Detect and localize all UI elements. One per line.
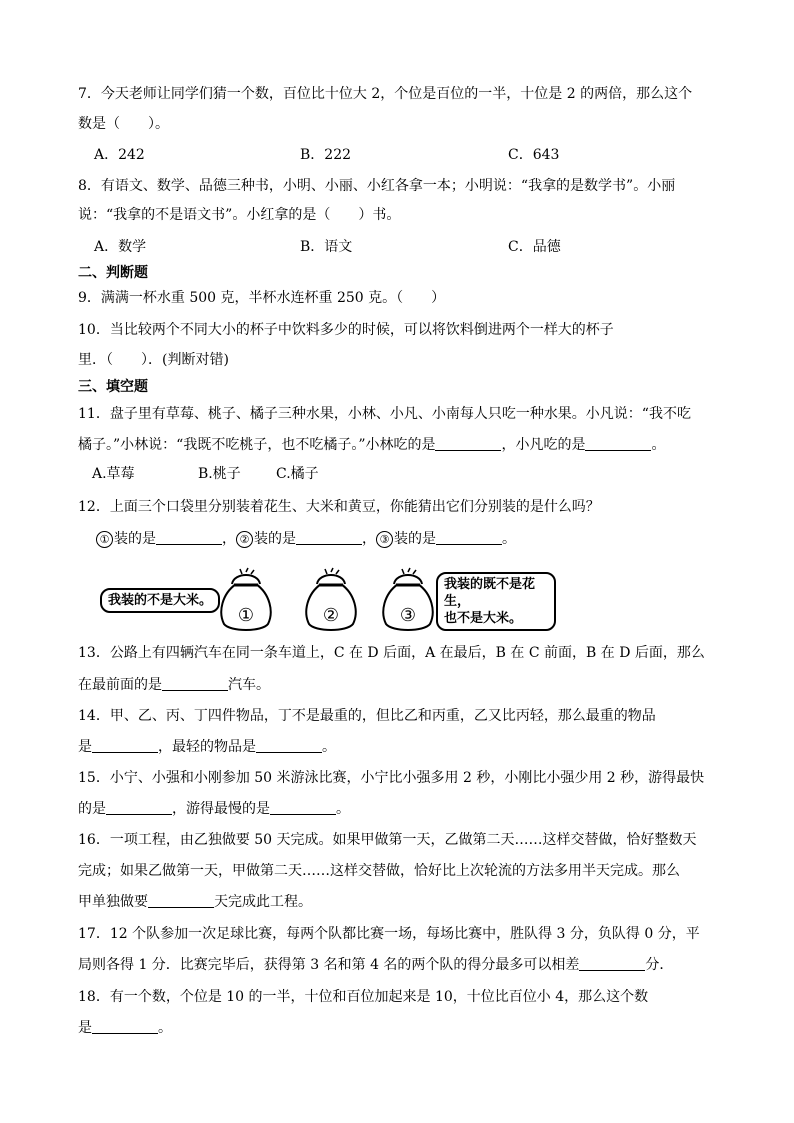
q7-option-c[interactable]: C．643 (508, 147, 560, 163)
speech-bubble-left: 我装的不是大米。 (100, 588, 220, 613)
q14-text-a: 是 (78, 739, 92, 755)
q17-line1: 17．12 个队参加一次足球比赛，每两个队都比赛一场，每场比赛中，胜队得 3 分，负队得 0 分，平 (78, 926, 700, 942)
q15-answer-blank-2[interactable] (270, 800, 336, 815)
q11-option-a[interactable]: A.草莓 (92, 466, 135, 482)
q13-answer-blank[interactable] (162, 676, 228, 691)
q14-answer-blank-2[interactable] (256, 738, 322, 753)
q8-option-b[interactable]: B．语文 (300, 239, 353, 255)
q14-text-c: 。 (322, 739, 336, 755)
q17-text-b: 分． (645, 957, 674, 973)
q12-circle-1: ① (96, 531, 113, 548)
speech-bubble-right-line1: 我装的既不是花生， (444, 577, 536, 609)
q18-text-b: 。 (158, 1020, 172, 1036)
q12-end: 。 (502, 531, 516, 547)
q8-option-a[interactable]: A．数学 (94, 239, 147, 255)
q12-text-3: 装的是 (394, 531, 436, 547)
q12-text-1: 装的是 (114, 531, 156, 547)
q7-line2: 数是（ ）。 (78, 116, 169, 132)
section-heading-judgement: 二、判断题 (78, 265, 148, 281)
q16-line2: 完成；如果乙做第一天，甲做第二天……这样交替做，恰好比上次轮流的方法多用半天完成。那么 (78, 863, 680, 879)
q11-text-a: 橘子。”小林说：“我既不吃桃子，也不吃橘子。”小林吃的是 (78, 437, 436, 453)
q16-text-b: 天完成此工程。 (214, 894, 312, 910)
q7-option-b[interactable]: B．222 (300, 147, 352, 163)
q11-option-c[interactable]: C.橘子 (276, 466, 319, 482)
q16-line1: 16．一项工程，由乙独做要 50 天完成。如果甲做第一天，乙做第二天……这样交替做，恰好整数天 (78, 832, 697, 848)
q17-line2 (78, 955, 673, 975)
q14-text-b: ，最轻的物品是 (158, 739, 256, 755)
speech-bubble-right-line2: 也不是大米。 (444, 611, 523, 626)
q12-sep-1: ， (222, 531, 236, 547)
q16-answer-blank[interactable] (148, 893, 214, 908)
q12-answer-blank-3[interactable] (436, 530, 502, 545)
bag-3-label: ③ (399, 605, 417, 626)
q9-line: 9．满满一杯水重 500 克，半杯水连杯重 250 克。（ ） (78, 290, 446, 306)
q12-text-2: 装的是 (254, 531, 296, 547)
q13-text-b: 汽车。 (228, 677, 270, 693)
q16-text-a: 甲单独做要 (78, 894, 148, 910)
bag-2-label: ② (322, 605, 340, 626)
q12-sep-2: ， (362, 531, 376, 547)
q8-line1: 8．有语文、数学、品德三种书，小明、小丽、小红各拿一本；小明说：“我拿的是数学书”。小丽 (78, 178, 676, 194)
q8-option-c[interactable]: C．品德 (508, 239, 561, 255)
q17-text-a: 局则各得 1 分．比赛完毕后，获得第 3 名和第 4 名的两个队的得分最多可以相差 (78, 957, 580, 973)
q11-text-b: ，小凡吃的是 (501, 437, 586, 453)
q7-option-a[interactable]: A．242 (94, 147, 145, 163)
q13-line1: 13．公路上有四辆汽车在同一条车道上，C 在 D 后面，A 在最后，B 在 C 前面，B 在 D 后面，那么 (78, 645, 705, 661)
q17-answer-blank[interactable] (579, 956, 645, 971)
q12-circle-2: ② (236, 531, 253, 548)
bag-1-label: ① (237, 605, 255, 626)
q11-answer-blank-1[interactable] (435, 436, 501, 451)
q12-answer-blank-2[interactable] (296, 530, 362, 545)
q16-line3 (78, 892, 312, 912)
q7-line1: 7．今天老师让同学们猜一个数，百位比十位大 2，个位是百位的一半，十位是 2 的两倍，那么这个 (78, 86, 693, 102)
q15-line1: 15．小宁、小强和小刚参加 50 米游泳比赛，小宁比小强多用 2 秒，小刚比小强少用 2 秒，游得最快 (78, 770, 705, 786)
q10-line1: 10．当比较两个不同大小的杯子中饮料多少的时候，可以将饮料倒进两个一样大的杯子 (78, 322, 614, 338)
bags-illustration (96, 566, 556, 632)
q14-answer-blank-1[interactable] (92, 738, 158, 753)
q12-circle-3: ③ (376, 531, 393, 548)
q15-text-b: ，游得最慢的是 (172, 801, 270, 817)
q12-line1: 12．上面三个口袋里分别装着花生、大米和黄豆，你能猜出它们分别装的是什么吗？ (78, 499, 600, 515)
q10-line2: 里．（ ）．(判断对错) (78, 352, 229, 368)
q12-answer-blank-1[interactable] (156, 530, 222, 545)
q11-line2 (78, 435, 665, 455)
section-heading-fill-in: 三、填空题 (78, 379, 148, 395)
q18-answer-blank[interactable] (92, 1019, 158, 1034)
q18-line2 (78, 1018, 172, 1038)
q11-option-b[interactable]: B.桃子 (198, 466, 241, 482)
q18-text-a: 是 (78, 1020, 92, 1036)
q12-line2 (96, 529, 516, 549)
q13-text-a: 在最前面的是 (78, 677, 162, 693)
q15-text-a: 的是 (78, 801, 106, 817)
q11-line1: 11．盘子里有草莓、桃子、橘子三种水果，小林、小凡、小南每人只吃一种水果。小凡说：“我不吃 (78, 406, 691, 422)
q13-line2 (78, 675, 270, 695)
q11-text-c: 。 (651, 437, 666, 453)
q14-line2 (78, 737, 336, 757)
q15-answer-blank-1[interactable] (106, 800, 172, 815)
q8-line2: 说：“我拿的不是语文书”。小红拿的是（ ）书。 (78, 207, 401, 223)
q14-line1: 14．甲、乙、丙、丁四件物品，丁不是最重的，但比乙和丙重，乙又比丙轻，那么最重的物品 (78, 708, 656, 724)
speech-bubble-right (436, 572, 556, 631)
q15-text-c: 。 (336, 801, 350, 817)
q18-line1: 18．有一个数，个位是 10 的一半，十位和百位加起来是 10，十位比百位小 4，那么这个数 (78, 989, 649, 1005)
q11-answer-blank-2[interactable] (585, 436, 651, 451)
q15-line2 (78, 799, 350, 819)
